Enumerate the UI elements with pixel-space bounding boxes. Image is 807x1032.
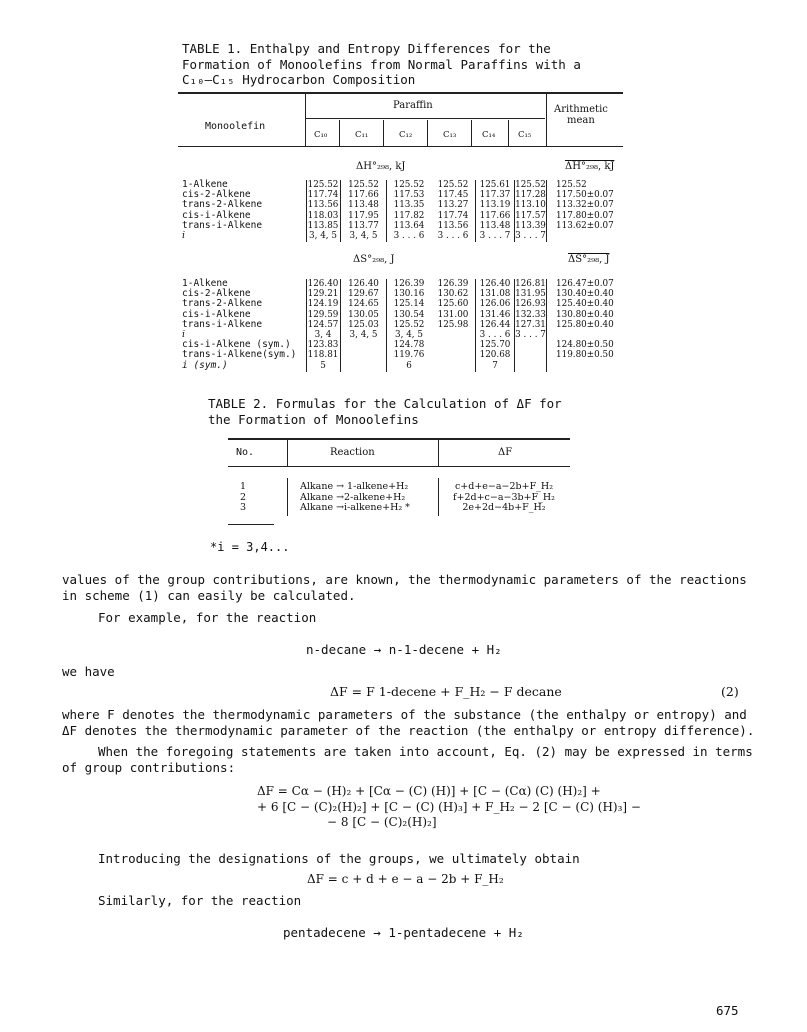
- paragraph: Similarly, for the reaction: [98, 893, 302, 908]
- paraffin-c11: C₁₁: [355, 130, 369, 140]
- equation-line: − 8 [C − (C)₂(H)₂]: [327, 815, 437, 829]
- head-monoolefin: Monoolefin: [205, 121, 266, 132]
- paragraph: Introducing the designations of the groups, we ultimately obtain: [98, 851, 580, 866]
- entropy-labels: [182, 279, 296, 371]
- cell: c+d+e−a−2b+F_H₂: [454, 481, 554, 492]
- cell: 113.48: [348, 200, 379, 211]
- cell: 117.74: [437, 210, 469, 221]
- cell: Alkane → 1-alkene+H₂: [300, 481, 409, 492]
- cell: 132.33: [515, 309, 546, 320]
- cell: 125.80±0.40: [556, 319, 614, 330]
- cell: 126.44: [479, 319, 511, 330]
- cell: 129.21: [307, 289, 339, 300]
- table2-footnote: *i = 3,4...: [210, 540, 290, 554]
- cell: 125.61: [479, 180, 511, 190]
- row-label: trans-i-Alkene: [182, 318, 263, 330]
- table1-paraffin-rule: [305, 118, 545, 119]
- paragraph: [62, 572, 747, 604]
- row-label: trans-2-Alkene: [182, 199, 263, 211]
- equation-number: (2): [721, 684, 739, 699]
- table2-head-no: No.: [236, 447, 255, 458]
- enthalpy-mean-col: [556, 180, 614, 231]
- row-label: trans-i-Alkene(sym.): [182, 349, 297, 361]
- cell: Alkane →i-alkene+H₂ *: [300, 502, 410, 513]
- cell: 131.00: [437, 309, 469, 320]
- cell: 125.03: [348, 319, 379, 330]
- cell: 113.56: [437, 220, 469, 231]
- row-label: trans-i-Alkene: [182, 219, 263, 231]
- table2-footnote-rule: [228, 524, 274, 525]
- row-label: i (sym.): [182, 359, 228, 371]
- paraffin-c14: C₁₄: [482, 130, 496, 140]
- entropy-col-c10: [306, 279, 340, 371]
- cell: 117.66: [479, 210, 511, 221]
- page-number: 675: [716, 1003, 739, 1018]
- equation-4: ΔF = c + d + e − a − 2b + F_H₂: [307, 872, 504, 886]
- enthalpy-col-c15: [515, 180, 546, 241]
- cell: 3 . . . 6: [437, 230, 469, 241]
- cell: 125.52: [348, 180, 379, 190]
- row-label: cis-2-Alkene: [182, 288, 251, 300]
- cell: [515, 350, 546, 360]
- cell: 117.74: [307, 190, 339, 201]
- table2-top-rule: [228, 438, 570, 440]
- cell: 131.46: [479, 309, 511, 320]
- cell: 131.08: [479, 289, 511, 300]
- text-line: where F denotes the thermodynamic parameters of the substance (the enthalpy or entropy) and: [62, 707, 747, 722]
- cell: 3 . . . 7: [515, 329, 546, 340]
- cell: 117.57: [515, 210, 546, 221]
- cell: [341, 340, 386, 350]
- table1-vline: [471, 120, 472, 146]
- cell: 126.06: [479, 299, 511, 310]
- enthalpy-header: ΔH°₂₉₈, kJ: [356, 161, 406, 172]
- cell: [431, 361, 475, 371]
- table2-header-rule: [228, 466, 570, 467]
- cell: 117.95: [348, 210, 379, 221]
- cell: 7: [492, 360, 498, 371]
- cell: 126.81: [515, 279, 546, 289]
- table1-caption: [182, 41, 581, 88]
- cell: 125.52: [393, 180, 425, 190]
- cell: [556, 330, 614, 340]
- cell: [431, 330, 475, 340]
- cell: 126.39: [437, 279, 469, 289]
- cell: 113.85: [307, 220, 339, 231]
- table2-caption: [208, 396, 562, 427]
- enthalpy-labels: [182, 180, 262, 241]
- cell: 6: [406, 360, 412, 371]
- equation-3: [257, 784, 641, 831]
- cell: 126.47±0.07: [556, 279, 614, 289]
- reaction-equation: n-decane → n-1-decene + H₂: [306, 642, 502, 657]
- cell: 120.68: [479, 350, 511, 361]
- cell: 125.52: [556, 180, 587, 190]
- cell: 126.40: [307, 279, 339, 289]
- cell: 1: [240, 481, 247, 492]
- entropy-mean-header: ΔS°₂₉₈, J: [568, 254, 610, 265]
- head-mean-line: Arithmetic: [554, 104, 608, 115]
- cell: 3, 4, 5: [349, 329, 378, 340]
- table2-head-df: ΔF: [498, 447, 513, 458]
- cell: 117.53: [393, 190, 425, 201]
- cell: [341, 350, 386, 360]
- cell: 3: [240, 502, 247, 513]
- enthalpy-col-c14: [476, 180, 514, 241]
- row-label: cis-2-Alkene: [182, 189, 251, 201]
- paragraph: [62, 744, 753, 776]
- equation-line: + 6 [C − (C)₂(H)₂] + [C − (C) (H)₃] + F_H₂ − 2 [C − (C) (H)₃] −: [257, 799, 641, 814]
- cell: 113.48: [479, 220, 511, 231]
- cell: 130.05: [348, 309, 379, 320]
- row-label: 1-Alkene: [182, 278, 228, 289]
- cell: 3 . . . 6: [479, 329, 511, 340]
- paraffin-c12: C₁₂: [399, 130, 413, 140]
- enthalpy-col-c12: [387, 180, 431, 241]
- cell: [556, 361, 614, 371]
- cell: 125.52: [393, 319, 425, 330]
- cell: 125.98: [437, 319, 469, 330]
- row-label: trans-2-Alkene: [182, 298, 263, 310]
- text-line: values of the group contributions, are known, the thermodynamic parameters of the reactions: [62, 572, 747, 587]
- paragraph: we have: [62, 664, 115, 679]
- cell: 124.65: [348, 299, 379, 310]
- cell: 113.56: [307, 200, 339, 211]
- table1-header-rule: [178, 146, 623, 147]
- cell: 127.31: [515, 319, 546, 330]
- table1-vline: [427, 120, 428, 146]
- row-label: i: [182, 229, 186, 241]
- table1-vline: [383, 120, 384, 146]
- cell: [515, 340, 546, 350]
- cell: 3 . . . 7: [479, 230, 511, 241]
- cell: 123.83: [307, 340, 339, 351]
- row-label: i: [182, 328, 186, 340]
- cell: Alkane →2-alkene+H₂: [300, 491, 406, 503]
- cell: 113.39: [515, 220, 546, 231]
- cell: 126.40: [479, 279, 511, 289]
- cell: 129.67: [348, 289, 379, 300]
- cell: 124.19: [307, 299, 339, 310]
- cell: 117.45: [437, 190, 469, 201]
- cell: [431, 340, 475, 350]
- table1-vline: [339, 120, 340, 146]
- cell: 125.52: [515, 180, 546, 190]
- cell: 113.35: [393, 200, 425, 211]
- cell: 119.76: [393, 350, 425, 361]
- cell: 3 . . . 7: [515, 230, 546, 241]
- cell: 2e+2d−4b+F_H₂: [462, 502, 546, 513]
- entropy-col-c13: [431, 279, 475, 371]
- cell: 117.28: [515, 190, 546, 201]
- cell: 118.03: [307, 210, 339, 221]
- table1-caption-line: Formation of Monoolefins from Normal Paraffins with a: [182, 56, 581, 72]
- enthalpy-col-c13: [431, 180, 475, 241]
- table1-caption-line: TABLE 1. Enthalpy and Entropy Differences for the: [182, 41, 551, 56]
- cell: 126.39: [393, 279, 425, 289]
- paragraph: For example, for the reaction: [98, 610, 317, 625]
- entropy-header: ΔS°₂₉₈, J: [353, 254, 395, 265]
- cell: 130.40±0.40: [556, 289, 614, 300]
- table1-caption-line: C₁₀–C₁₅ Hydrocarbon Composition: [182, 72, 416, 87]
- cell: 117.82: [393, 210, 425, 221]
- head-mean: [554, 104, 608, 126]
- cell: 117.66: [348, 190, 379, 201]
- table2-vline: [438, 438, 439, 466]
- cell: 130.16: [393, 289, 425, 300]
- cell: 130.80±0.40: [556, 309, 614, 320]
- entropy-col-c11: [341, 279, 386, 371]
- head-paraffin: Paraffin: [393, 100, 433, 111]
- cell: 113.19: [479, 200, 511, 211]
- enthalpy-col-c10: [306, 180, 340, 241]
- cell: 113.32±0.07: [556, 200, 614, 211]
- enthalpy-col-c11: [341, 180, 386, 241]
- cell: 126.40: [348, 279, 379, 289]
- cell: 3, 4, 5: [395, 329, 423, 340]
- cell: 125.52: [437, 180, 469, 190]
- text-line: When the foregoing statements are taken into account, Eq. (2) may be expressed in terms: [98, 744, 753, 759]
- table2-caption-line: the Formation of Monoolefins: [208, 411, 419, 427]
- enthalpy-mean-header: ΔH°₂₉₈, kJ: [565, 161, 615, 172]
- cell: 130.54: [393, 309, 425, 320]
- cell: 113.10: [515, 200, 546, 211]
- paraffin-c15: C₁₅: [518, 130, 532, 140]
- table2-no-col: [240, 482, 246, 514]
- cell: 124.78: [393, 340, 425, 351]
- cell: 2: [240, 491, 247, 503]
- cell: 129.59: [307, 309, 339, 320]
- table1-vline: [305, 92, 306, 146]
- paraffin-c13: C₁₃: [443, 130, 457, 140]
- cell: [341, 361, 386, 371]
- cell: 113.27: [437, 200, 469, 211]
- cell: 125.40±0.40: [556, 299, 614, 310]
- paragraph: [62, 707, 754, 739]
- entropy-vline: [546, 279, 547, 372]
- cell: 113.77: [348, 220, 379, 231]
- cell: 124.57: [307, 319, 339, 330]
- entropy-col-c15: [515, 279, 546, 371]
- enthalpy-vline: [546, 180, 547, 242]
- cell: f+2d+c−a−3b+F_H₂: [453, 491, 555, 503]
- table2-vline: [287, 478, 288, 516]
- table2-reaction-col: [300, 482, 410, 514]
- equation-2: ΔF = F 1-decene + F_H₂ − F decane: [330, 684, 562, 699]
- text-line: ΔF denotes the thermodynamic parameter of the reaction (the enthalpy or entropy difference).: [62, 723, 755, 738]
- text-line: in scheme (1) can easily be calculated.: [62, 588, 356, 603]
- cell: 119.80±0.50: [556, 350, 614, 361]
- cell: 124.80±0.50: [556, 340, 614, 351]
- table1-vline: [546, 92, 547, 146]
- row-label: cis-i-Alkene (sym.): [182, 339, 291, 351]
- table2-df-col: [452, 482, 556, 514]
- table2-vline: [287, 438, 288, 466]
- cell: 125.60: [437, 299, 469, 310]
- table2-caption-line: TABLE 2. Formulas for the Calculation of ΔF for: [208, 396, 562, 411]
- cell: 113.62±0.07: [556, 220, 614, 231]
- cell: 125.52: [307, 180, 339, 190]
- cell: 131.95: [515, 289, 546, 300]
- entropy-col-c14: [476, 279, 514, 371]
- cell: 125.70: [479, 340, 511, 351]
- entropy-mean-col: [556, 279, 614, 371]
- cell: [515, 361, 546, 371]
- table2-vline: [438, 478, 439, 516]
- cell: 117.37: [479, 190, 511, 201]
- head-mean-line: mean: [567, 115, 595, 126]
- cell: 117.50±0.07: [556, 190, 614, 201]
- reaction-equation: pentadecene → 1-pentadecene + H₂: [283, 925, 524, 940]
- paraffin-c10: C₁₀: [314, 130, 328, 140]
- cell: 5: [320, 360, 326, 371]
- cell: 126.93: [515, 299, 546, 310]
- cell: 3, 4, 5: [309, 230, 337, 241]
- cell: 3, 4: [314, 329, 332, 340]
- cell: 125.14: [393, 299, 425, 310]
- cell: 3 . . . 6: [393, 230, 425, 241]
- cell: [431, 350, 475, 360]
- cell: 3, 4, 5: [349, 230, 378, 241]
- cell: 117.80±0.07: [556, 210, 614, 221]
- row-label: cis-i-Alkene: [182, 209, 251, 221]
- equation-line: ΔF = Cα − (H)₂ + [Cα − (C) (H)] + [C − (Cα) (C) (H)₂] +: [257, 784, 601, 798]
- table1-top-rule: [178, 92, 623, 94]
- text-line: of group contributions:: [62, 760, 236, 775]
- cell: 113.64: [393, 220, 425, 231]
- entropy-col-c12: [387, 279, 431, 371]
- cell: 118.81: [307, 350, 339, 361]
- cell: 130.62: [437, 289, 469, 300]
- table2-head-reaction: Reaction: [330, 447, 375, 458]
- table1-vline: [508, 120, 509, 146]
- row-label: cis-i-Alkene: [182, 308, 251, 320]
- row-label: 1-Alkene: [182, 179, 228, 190]
